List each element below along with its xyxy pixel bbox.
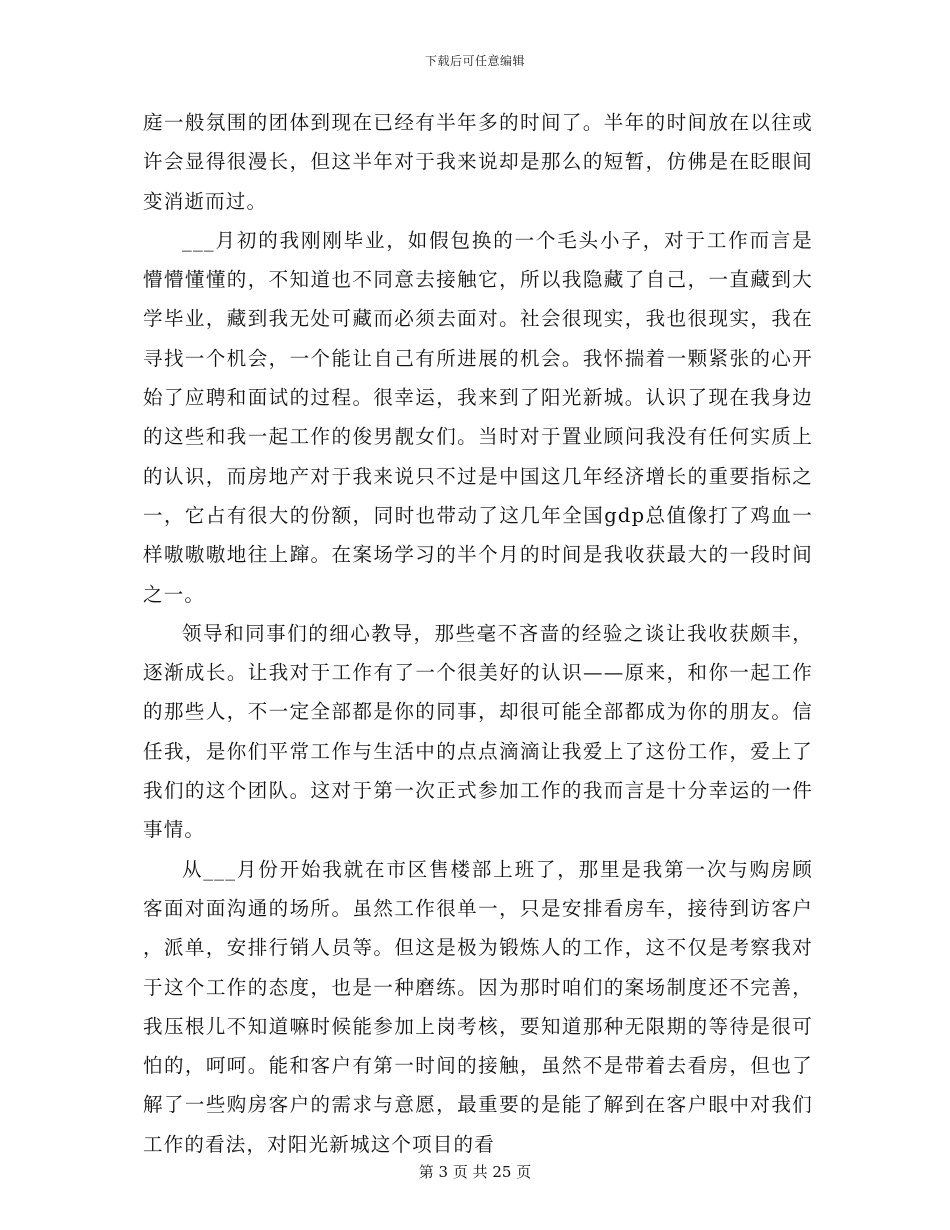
- paragraph-4: 从___月份开始我就在市区售楼部上班了，那里是我第一次与购房顾客面对面沟通的场所。虽然工作很单一，只是安排看房车，接待到访客户，派单，安排行销人员等。但这是极为锻炼人的工作，这不仅是考察我对于这个工作的态度，也是一种磨练。因为那时咱们的案场制度还不完善，我压根儿不知道嘛时候能参加上岗考核，要知道那种无限期的等待是很可怕的，呵呵。能和客户有第一时间的接触，虽然不是带着去看房，但也了解了一些购房客户的需求与意愿，最重要的是能了解到在客户眼中对我们工作的看法，对阳光新城这个项目的看: [143, 857, 813, 1156]
- page-number-footer: 第 3 页 共 25 页: [418, 1163, 532, 1181]
- paragraph-3: 领导和同事们的细心教导，那些毫不吝啬的经验之谈让我收获颇丰，逐渐成长。让我对于工作有了一个很美好的认识——原来，和你一起工作的那些人，不一定全部都是你的同事，却很可能全部都成为你的朋友。信任我，是你们平常工作与生活中的点点滴滴让我爱上了这份工作，爱上了我们的这个团队。这对于第一次正式参加工作的我而言是十分幸运的一件事情。: [143, 621, 813, 842]
- paragraph-2: ___月初的我刚刚毕业，如假包换的一个毛头小子，对于工作而言是懵懵懂懂的，不知道也不同意去接触它，所以我隐藏了自己，一直藏到大学毕业，藏到我无处可藏而必须去面对。社会很现实，我也很现实，我在寻找一个机会，一个能让自己有所进展的机会。我怀揣着一颗紧张的心开始了应聘和面试的过程。很幸运，我来到了阳光新城。认识了现在我身边的这些和我一起工作的俊男靓女们。当时对于置业顾问我没有任何实质上的认识，而房地产对于我来说只不过是中国这几年经济增长的重要指标之一，它占有很大的份额，同时也带动了这几年全国gdp总值像打了鸡血一样嗷嗷嗷地往上蹿。在案场学习的半个月的时间是我收获最大的一段时间之一。: [143, 228, 813, 606]
- body-text: [143, 103, 813, 1164]
- page-header: 下载后可任意编辑: [424, 54, 525, 68]
- paragraph-1: 庭一般氛围的团体到现在已经有半年多的时间了。半年的时间放在以往或许会显得很漫长，但这半年对于我来说却是那么的短暂，仿佛是在眨眼间变消逝而过。: [143, 111, 813, 213]
